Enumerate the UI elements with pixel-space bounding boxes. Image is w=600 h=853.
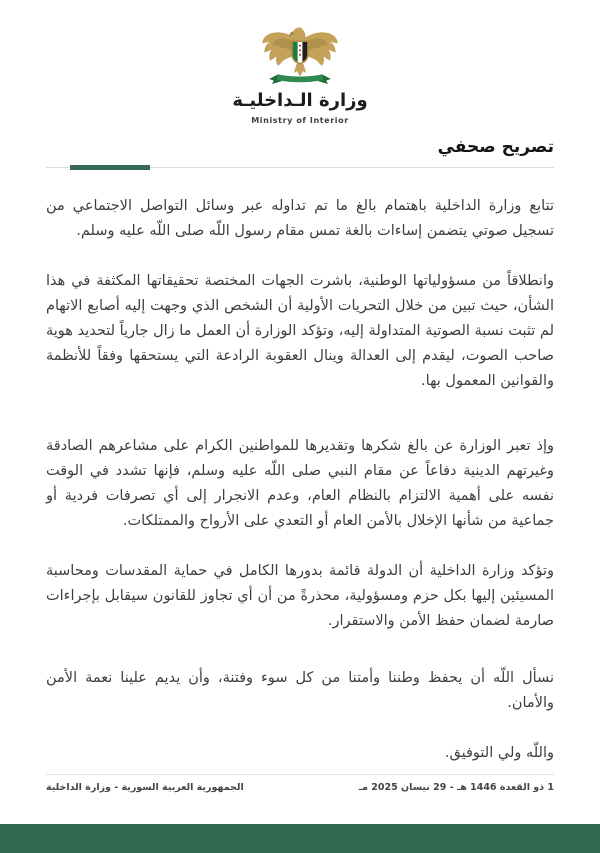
- divider-green-accent: [70, 165, 150, 170]
- statement-paragraph-4: وتؤكد وزارة الداخلية أن الدولة قائمة بدورها الكامل في حماية المقدسات ومحاسبة المسيئين إليها بكل حزم ومسؤولية، محذرةً من أن أي تجاوز للقانون سيقابل بإجراءات صارمة لضمان حفظ الأمن والاستقرار.: [46, 563, 554, 629]
- statement-paragraph-2: وانطلاقاً من مسؤولياتها الوطنية، باشرت الجهات المختصة تحقيقاتها المكثفة في هذا الشأن، حيث تبين من خلال التحريات الأولية أن الشخص الذي وجهت إليه أصابع الاتهام لم تثبت نسبة الصوتية المتداولة إليه، وتؤكد الوزارة أن العمل ما زال جارياً لتحديد هوية صاحب الصوت، ليقدم إلى العدالة وينال العقوبة الرادعة التي يستحقها وفقاً للأنظمة والقوانين المعمول بها.: [46, 273, 554, 389]
- ministry-title-english: Ministry of Interior: [251, 116, 349, 125]
- syrian-eagle-emblem-icon: [260, 26, 340, 86]
- heading-divider: [46, 165, 554, 170]
- ministry-masthead: [0, 0, 600, 126]
- statement-paragraph-3: وإذ تعبر الوزارة عن بالغ شكرها وتقديرها للمواطنين الكرام على مشاعرهم الصادقة وغيرتهم الدينية دفاعاً عن مقام النبي صلى اللّه عليه وسلم، فإنها تشدد في الوقت نفسه على أهمية الالتزام بالنظام العام، وعدم الانجرار إلى أي تصرفات فردية أو جماعية من شأنها الإخلال بالأمن العام أو التعدي على الأرواح والممتلكات.: [46, 438, 554, 529]
- ministry-title-arabic: وزارة الـداخليـة: [232, 90, 368, 111]
- statement-heading: تصريح صحفي: [437, 137, 554, 157]
- footer-entity: الجمهورية العربية السورية - وزارة الداخلية: [46, 782, 244, 793]
- statement-paragraph-1: تتابع وزارة الداخلية باهتمام بالغ ما تم تداوله عبر وسائل التواصل الاجتماعي من تسجيل صوتي يتضمن إساءات بالغة تمس مقام رسول اللّه صلى اللّه عليه وسلم.: [46, 198, 554, 239]
- footer-date: 1 ذو القعدة 1446 هـ - 29 نيسان 2025 مـ: [358, 782, 554, 793]
- closing-line: واللّه ولي التوفيق.: [444, 745, 554, 761]
- statement-body: [0, 136, 600, 766]
- document-footer: [46, 774, 554, 793]
- statement-paragraph-5: نسأل اللّه أن يحفظ وطننا وأمتنا من كل سوء وفتنة، وأن يديم علينا نعمة الأمن والأمان.: [46, 670, 554, 711]
- bottom-green-bar: [0, 824, 600, 853]
